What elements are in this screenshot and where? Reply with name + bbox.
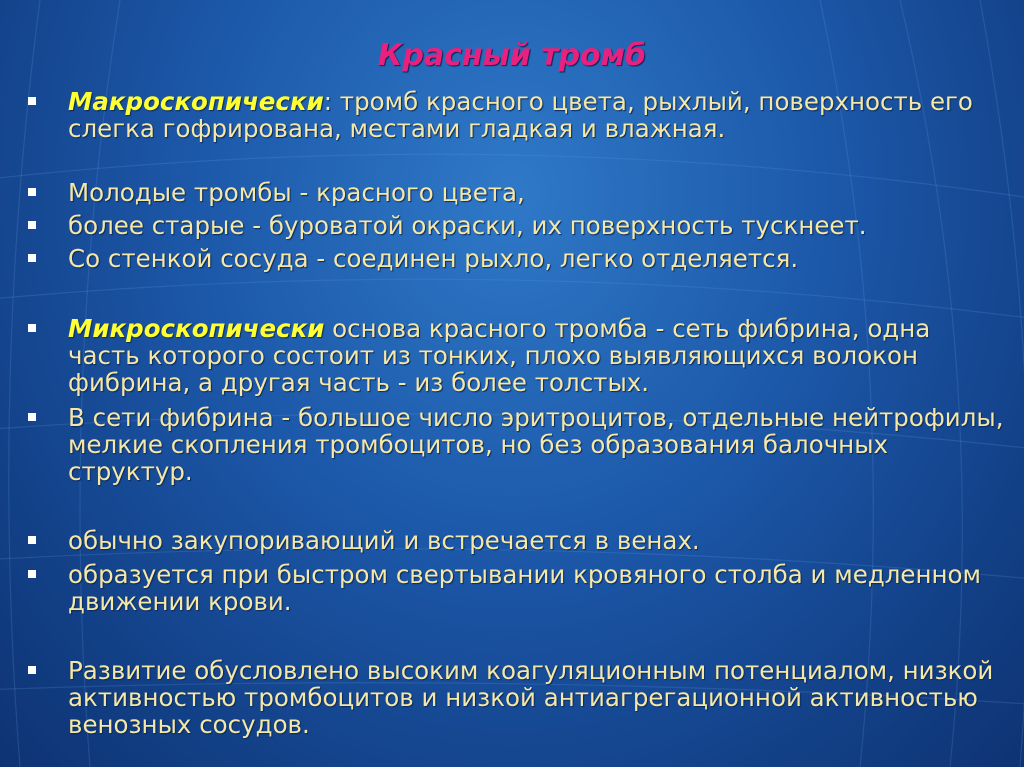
bullet-square-icon — [28, 536, 36, 544]
bullet-item-vessel-wall — [68, 245, 1008, 272]
bullet-square-icon — [28, 254, 36, 262]
item-text: Со стенкой сосуда - соединен рыхло, легко отделяется. — [68, 244, 799, 273]
item-highlight: Микроскопически — [68, 314, 325, 343]
bullet-square-icon — [28, 666, 36, 674]
bullet-item-occluding — [68, 527, 1008, 554]
bullet-square-icon — [28, 221, 36, 229]
item-text: : тромб красного цвета, рыхлый, поверхность его слегка гофрирована, местами гладкая и влажная. — [68, 87, 973, 143]
bullet-item-older-thrombi — [68, 212, 1008, 239]
item-text: обычно закупоривающий и встречается в венах. — [68, 526, 700, 555]
bullet-square-icon — [28, 570, 36, 578]
slide-title: Красный тромб — [377, 38, 647, 73]
item-text: более старые - буроватой окраски, их поверхность тускнеет. — [68, 211, 867, 240]
bullet-item-microscopic — [68, 315, 1008, 396]
bullet-item-macroscopic — [68, 88, 1008, 142]
bullet-square-icon — [28, 324, 36, 332]
item-text: основа красного тромба - сеть фибрина, одна часть которого состоит из тонких, плохо выявляющихся волокон фибрина, а другая часть - из более толстых. — [68, 314, 931, 397]
item-text: образуется при быстром свертывании кровяного столба и медленном движении крови. — [68, 560, 981, 616]
bullet-square-icon — [28, 413, 36, 421]
item-highlight: Макроскопически — [68, 87, 324, 116]
item-text: В сети фибрина - большое число эритроцитов, отдельные нейтрофилы, мелкие скопления тромбоцитов, но без образования балочных структур. — [68, 403, 1004, 486]
bullet-item-formation — [68, 561, 1008, 615]
bullet-square-icon — [28, 188, 36, 196]
bullet-item-young-thrombi — [68, 179, 1008, 206]
bullet-item-fibrin-network — [68, 404, 1008, 485]
item-text: Развитие обусловлено высоким коагуляционным потенциалом, низкой активностью тромбоцитов и низкой антиагрегационной активностью венозных сосудов. — [68, 656, 994, 739]
bullet-square-icon — [28, 97, 36, 105]
item-text: Молодые тромбы - красного цвета, — [68, 178, 525, 207]
bullet-item-development — [68, 657, 1008, 738]
